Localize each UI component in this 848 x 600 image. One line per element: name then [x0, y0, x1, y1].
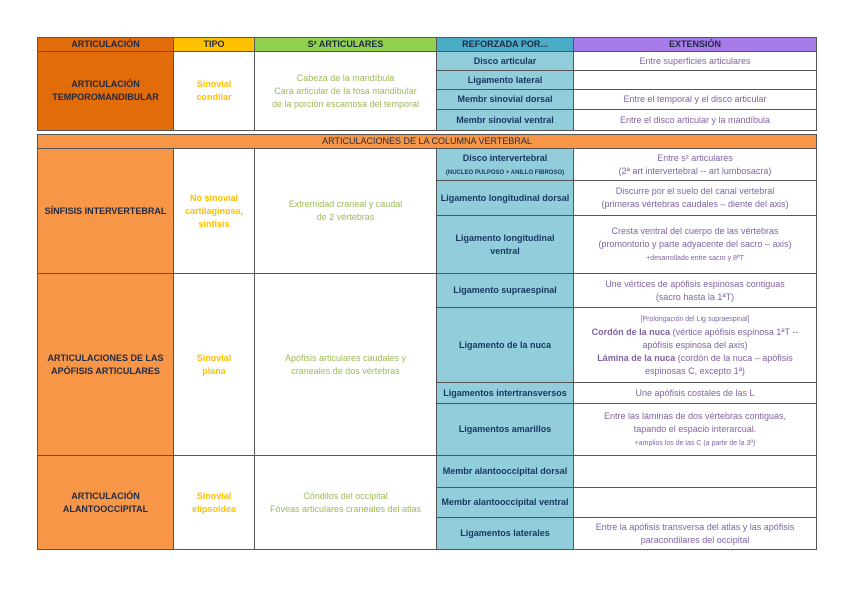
tipo-cell	[174, 52, 255, 131]
header-articulacion: ARTICULACIÓN	[38, 38, 174, 52]
superficies-cell	[255, 52, 437, 131]
reforzada-cell: Ligamento lateral	[437, 71, 574, 90]
sup-line: Extremidad craneal y caudal	[288, 199, 403, 209]
superficies-cell	[255, 456, 437, 550]
header-superficies: S² ARTICULARES	[255, 38, 437, 52]
extension-cell	[574, 404, 817, 456]
superficies-cell	[255, 149, 437, 274]
ext-line: (vértice apófisis espinosa 1ªT -- apófisis espinosa del axis)	[642, 327, 799, 350]
extension-cell: Entre la apófisis transversa del atlas y las apófisis paracondilares del occipital	[574, 518, 817, 550]
ext-line: Discurre por el suelo del canal vertebral	[615, 186, 775, 196]
ref-sublabel: (NUCLEO PULPOSO + ANILLO FIBROSO)	[445, 169, 565, 176]
tipo-line: sinfisis	[198, 218, 230, 229]
ext-line: Cresta ventral del cuerpo de las vértebras	[611, 225, 779, 236]
tipo-line: elipsoidea	[191, 503, 236, 514]
articulation-name: ARTICULACIÓN ALANTOOCCIPITAL	[38, 456, 174, 550]
articulations-table	[37, 37, 817, 550]
tipo-cell	[174, 274, 255, 456]
ext-line: Entre s² articulares	[657, 152, 733, 163]
table-row	[38, 52, 817, 71]
reforzada-cell: Membr sinovial dorsal	[437, 90, 574, 110]
tipo-line: cartilaginosa,	[184, 205, 244, 216]
articulation-name: SÍNFISIS INTERVERTEBRAL	[38, 149, 174, 274]
ext-line: (primeras vértebras caudales – diente del axis)	[601, 199, 789, 209]
table-row	[38, 456, 817, 488]
reforzada-cell: Ligamento de la nuca	[437, 308, 574, 383]
reforzada-cell: Ligamento longitudinal dorsal	[437, 181, 574, 216]
ext-line: tapando el espacio interarcual.	[633, 423, 757, 434]
extension-cell	[574, 488, 817, 518]
extension-cell	[574, 181, 817, 216]
extension-cell: Une apófisis costales de las L	[574, 383, 817, 404]
ext-line: (promontorio y parte adyacente del sacro – axis)	[598, 238, 792, 249]
ext-line: (cordón de la nuca – apófisis espinosas C, excepto 1ª)	[645, 353, 793, 376]
ext-line: (sacro hasta la 1ªT)	[655, 291, 735, 302]
tipo-cell	[174, 149, 255, 274]
reforzada-cell	[437, 149, 574, 181]
reforzada-cell: Ligamentos intertransversos	[437, 383, 574, 404]
articulation-name: ARTICULACIONES DE LAS APÓFISIS ARTICULARES	[38, 274, 174, 456]
sup-line: Cóndilos del occipital	[303, 490, 388, 501]
reforzada-cell: Membr alantooccipital dorsal	[437, 456, 574, 488]
reforzada-cell: Ligamentos laterales	[437, 518, 574, 550]
ext-line: Une vértices de apófisis espinosas contiguas	[605, 278, 785, 289]
extension-cell	[574, 216, 817, 274]
ext-line: +amplios los de las C (a partir de la 3ª)	[634, 439, 756, 447]
tipo-line: condilar	[196, 92, 232, 102]
header-tipo: TIPO	[174, 38, 255, 52]
reforzada-cell: Membr sinovial ventral	[437, 110, 574, 131]
tipo-line: plana	[202, 365, 226, 376]
extension-cell	[574, 308, 817, 383]
tipo-line: Sinovial	[196, 490, 232, 501]
sup-line: craneales de dos vértebras	[291, 365, 400, 376]
sup-line: de la porción escamosa del temporal	[271, 98, 420, 109]
tipo-line: Sinovial	[196, 352, 232, 363]
reforzada-cell: Ligamento supraespinal	[437, 274, 574, 308]
tipo-line: Sinovial	[196, 79, 232, 89]
sup-line: Cabeza de la mandíbula	[296, 72, 395, 83]
reforzada-cell: Ligamentos amarillos	[437, 404, 574, 456]
ext-bold: Cordón de la nuca	[591, 327, 671, 337]
table-row	[38, 149, 817, 181]
extension-cell: Entre el temporal y el disco articular	[574, 90, 817, 110]
section-row	[38, 135, 817, 149]
header-extension: EXTENSIÓN	[574, 38, 817, 52]
section-title: ARTICULACIONES DE LA COLUMNA VERTEBRAL	[38, 135, 817, 149]
articulation-name: ARTICULACIÓN TEMPOROMANDIBULAR	[38, 52, 174, 131]
sup-line: Fóveas articulares craneales del atlas	[269, 503, 422, 514]
extension-cell	[574, 274, 817, 308]
ext-bold: Lámina de la nuca	[597, 353, 676, 363]
table-row	[38, 274, 817, 308]
extension-cell: Entre superficies articulares	[574, 52, 817, 71]
ext-line: [Prolongación del Lig supraespinal]	[640, 316, 750, 323]
ext-line: +desarrollado entre sacro y 8ªT	[646, 254, 744, 262]
superficies-cell	[255, 274, 437, 456]
ext-line: (2ª art intervertebral -- art lumbosacra)	[618, 165, 772, 176]
tipo-cell	[174, 456, 255, 550]
sup-line: de 2 vértebras	[316, 212, 375, 222]
sup-line: Apófisis articulares caudales y	[284, 352, 407, 363]
reforzada-cell: Ligamento longitudinal ventral	[437, 216, 574, 274]
extension-cell	[574, 149, 817, 181]
reforzada-cell: Membr alantooccipital ventral	[437, 488, 574, 518]
extension-cell	[574, 71, 817, 90]
tipo-line: No sinovial	[189, 192, 238, 203]
ref-label: Disco intervertebral	[462, 152, 548, 163]
extension-cell: Entre el disco articular y la mandíbula	[574, 110, 817, 131]
extension-cell	[574, 456, 817, 488]
sup-line: Cara articular de la fosa mandibular	[274, 85, 417, 96]
header-row	[38, 38, 817, 52]
header-reforzada: REFORZADA POR...	[437, 38, 574, 52]
ext-line: Entre las láminas de dos vértebras contiguas,	[603, 410, 787, 421]
reforzada-cell: Disco articular	[437, 52, 574, 71]
